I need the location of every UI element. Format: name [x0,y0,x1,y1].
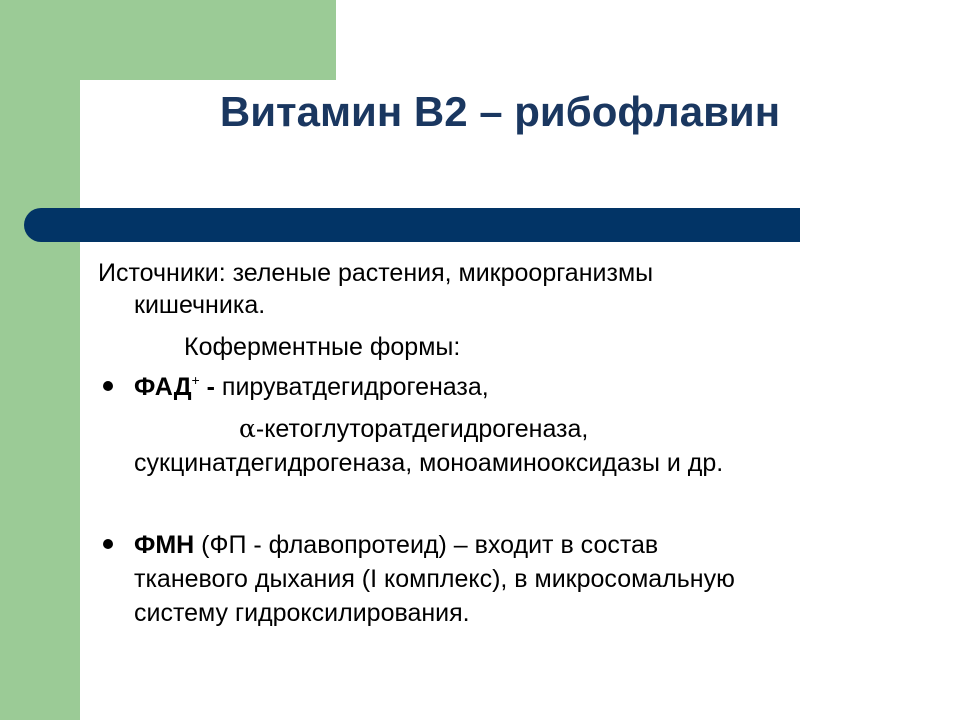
fmn-description-1: (ФП - флавопротеид) – входит в состав [194,531,659,559]
fad-enzyme-1: пируватдегидрогеназа, [214,373,489,401]
fad-dash: - [199,373,215,401]
fmn-line-1 [134,528,658,562]
fad-line-3: сукцинатдегидрогеназа, моноаминооксидазы и др. [134,449,724,477]
sources-line-2: кишечника. [134,291,266,319]
fad-line-1 [134,370,489,404]
fad-enzyme-2: -кетоглуторатдегидрогеназа, [255,415,589,443]
bullet-fmn [103,539,113,549]
alpha-symbol: α [239,414,256,443]
slide-title: Витамин В2 – рибофлавин [219,88,781,135]
sources-line-1: Источники: зеленые растения, микроорганизмы [98,259,654,287]
fmn-line-3: систему гидроксилирования. [134,599,470,627]
fad-term: ФАД [134,373,192,401]
fad-superscript: + [191,372,200,388]
coenzyme-heading: Коферментные формы: [184,333,461,361]
fad-line-2 [239,412,588,446]
fmn-term: ФМН [134,531,195,559]
bullet-fad [103,381,113,391]
fmn-line-2: тканевого дыхания (I комплекс), в микросомальную [134,565,735,593]
